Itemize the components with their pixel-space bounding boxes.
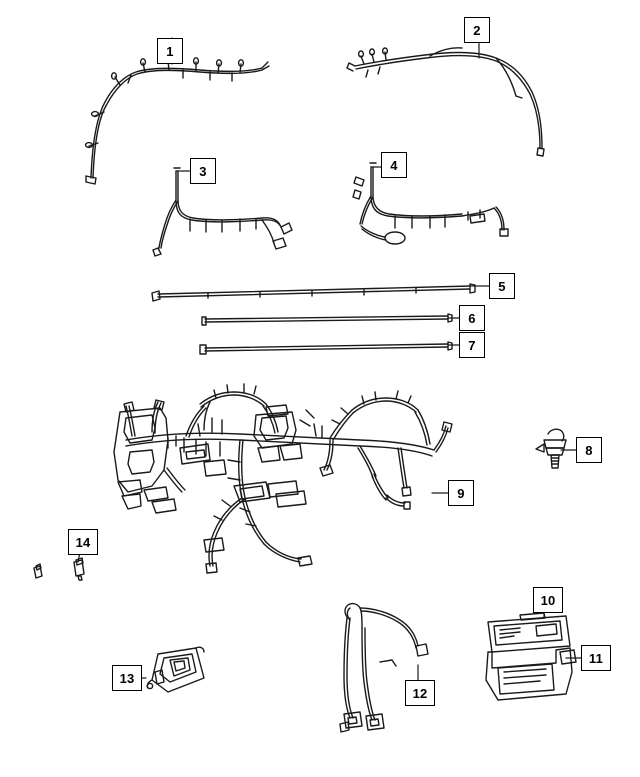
part-12-cable-assembly [340,604,428,732]
callout-12[interactable]: 12 [405,680,435,706]
part-13-module [147,647,204,692]
part-8-bolt [536,429,566,468]
part-1-harness [86,57,269,184]
callout-3[interactable]: 3 [190,158,216,184]
leader-lines [78,38,581,680]
callout-14[interactable]: 14 [68,529,98,555]
part-5-cable [152,284,475,301]
callout-7[interactable]: 7 [459,332,485,358]
part-2-harness [347,48,544,156]
callout-10[interactable]: 10 [533,587,563,613]
callout-11[interactable]: 11 [581,645,611,671]
part-6-cable [202,314,452,325]
part-11-bracket [486,648,576,700]
part-3-harness [153,168,292,256]
callout-4[interactable]: 4 [381,152,407,178]
part-9-main-harness [114,384,452,573]
callout-2[interactable]: 2 [464,17,490,43]
part-7-cable [200,342,452,354]
callout-13[interactable]: 13 [112,665,142,691]
part-10-module [488,613,570,652]
callout-5[interactable]: 5 [489,273,515,299]
callout-8[interactable]: 8 [576,437,602,463]
part-4-harness [353,163,508,244]
callout-1[interactable]: 1 [157,38,183,64]
callout-6[interactable]: 6 [459,305,485,331]
part-14-clips [34,558,84,580]
callout-9[interactable]: 9 [448,480,474,506]
